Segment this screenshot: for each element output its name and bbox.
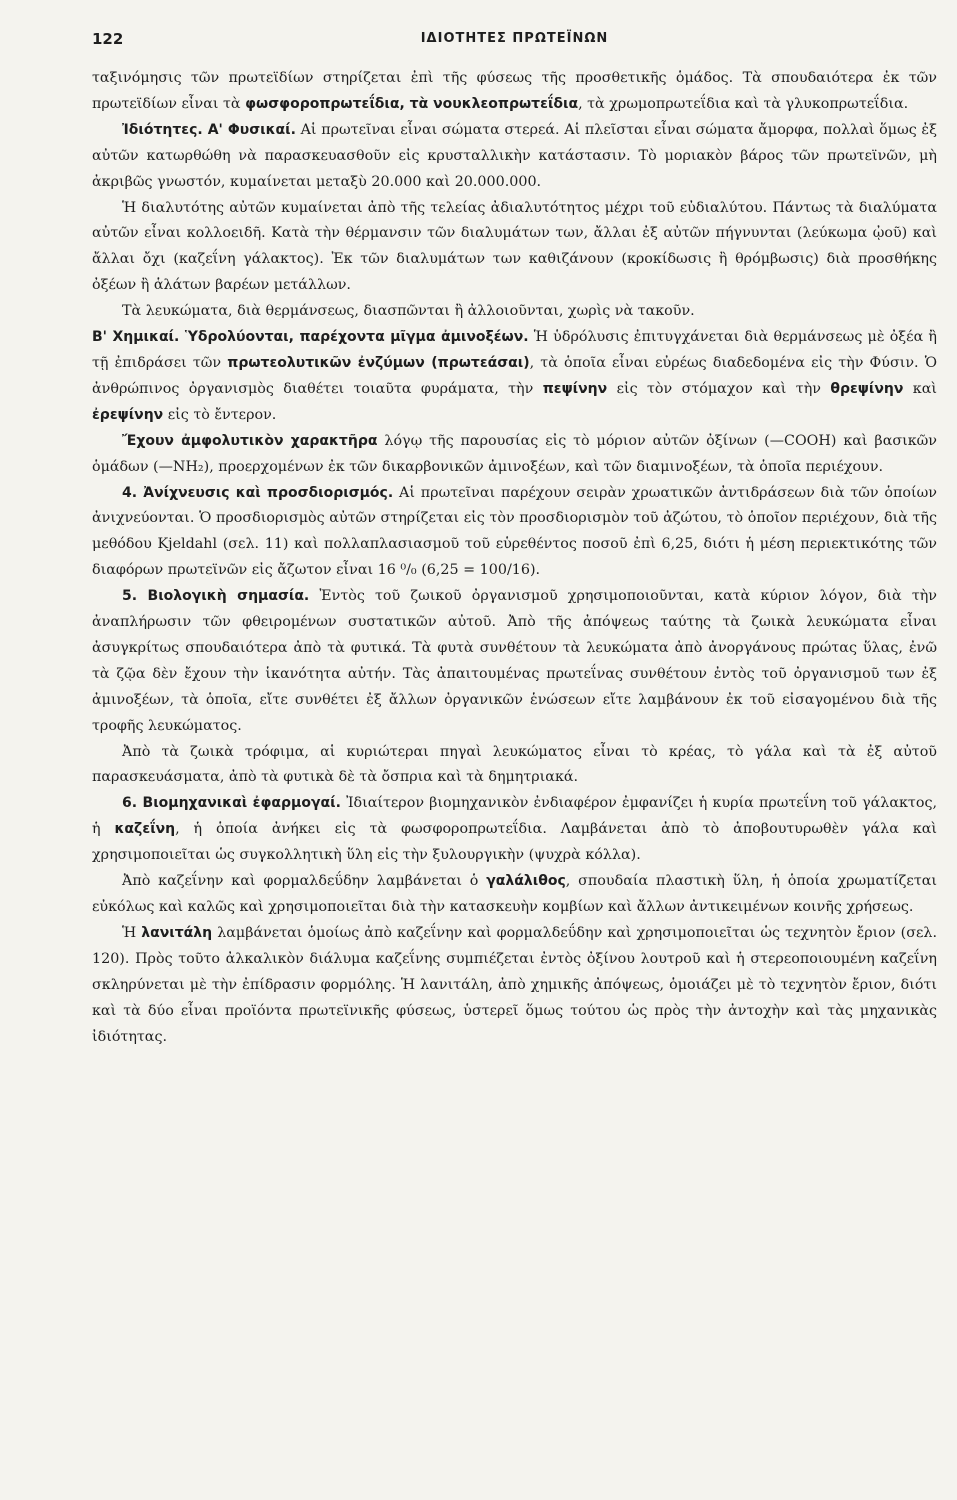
bold-statement: Ὑδρολύονται, παρέχοντα μῖγμα ἀμινοξέων. (179, 329, 529, 346)
section-heading: 5. Βιολογικὴ σημασία. (122, 588, 310, 605)
bold-term: Ἔχουν ἀμφολυτικὸν χαρακτῆρα (122, 432, 378, 449)
text-run: , τὰ ὁποῖα εἶναι εὐρέως διαδεδομένα εἰς τὴν Φύσιν. Ὁ ἀνθρώπινος ὀργανισμὸς διαθέτει τοιαῦτα φυράματα, τὴν (92, 354, 937, 397)
text-run: Ἰδιαίτερον βιομηχανικὸν ἐνδιαφέρον ἐμφανίζει ἡ κυρία πρωτεΐνη τοῦ γάλακτος, ἡ (92, 795, 937, 838)
paragraph-physical-properties (92, 118, 937, 196)
paragraph-classification (92, 66, 937, 118)
text-run: εἰς τὸν στόμαχον καὶ τὴν (607, 380, 831, 397)
paragraph-amphoteric (92, 429, 937, 481)
paragraph-lanital (92, 921, 937, 1051)
text-run: Αἱ πρωτεῖναι εἶναι σώματα στερεά. Αἱ πλεῖσται εἶναι σώματα ἄμορφα, πολλαὶ ὅμως ἐξ αὐτῶν κατωρθώθη νὰ παρασκευασθοῦν εἰς κρυσταλλικὴν κατάστασιν. Τὸ μοριακὸν βάρος τῶν πρωτεϊνῶν, μὴ ἀκριβῶς γνωστόν, κυμαίνεται μεταξὺ 20.000 καὶ 20.000.000. (92, 121, 937, 190)
paragraph-galalith (92, 869, 937, 921)
section-heading: 4. Ἀνίχνευσις καὶ προσδιορισμός. (122, 484, 394, 501)
text-run: , σπουδαία πλαστικὴ ὕλη, ἡ ὁποία χρωματίζεται εὐκόλως καὶ καλῶς καὶ χρησιμοποιεῖται διὰ τὴν κατασκευὴν κομβίων καὶ ἄλλων ἀντικειμένων κοινῆς χρήσεως. (92, 873, 937, 915)
section-heading: Β' Χημικαί. (92, 329, 180, 346)
text-run: Ἐντὸς τοῦ ζωικοῦ ὀργανισμοῦ χρησιμοποιοῦνται, κατὰ κύριον λόγον, διὰ τὴν ἀναπλήρωσιν τῶν φθειρομένων συστατικῶν αὐτοῦ. Ἀπὸ τῆς ἀπόψεως ταύτης τὰ ζωικὰ λευκώματα εἶναι ἀσυγκρίτως σπουδαιότερα ἀπὸ τὰ φυτικά. Τὰ φυτὰ συνθέτουν τὰ λευκώματα ἀπὸ ἀνοργάνους πρώτας ὕλας, ἐνῶ τὰ ζῷα δὲν ἔχουν τὴν ἱκανότητα αὐτήν. Τὰς ἀπαιτουμένας πρωτεΐνας συνθέτουν ἐντὸς τοῦ ὀργανισμοῦ των ἐξ ἀμινοξέων, τὰ ὁποῖα, εἴτε συνθέτει ἐξ ἄλλων ὀργανικῶν ἑνώσεων εἴτε λαμβάνουν ἐκ τοῦ εἰσαγομένου διὰ τῆς τροφῆς λευκώματος. (92, 588, 937, 734)
text-run: Ἡ (122, 924, 142, 941)
section-heading: Ἰδιότητες. Α' Φυσικαί. (122, 121, 296, 138)
paragraph-protein-sources (92, 740, 937, 792)
bold-term: καζεΐνη (114, 821, 176, 838)
bold-term: ἐρεψίνην (92, 406, 164, 423)
text-run: , τὰ χρωμοπρωτεΐδια καὶ τὰ γλυκοπρωτεΐδια. (578, 95, 909, 112)
bold-term: φωσφοροπρωτεΐδια, τὰ νουκλεοπρωτεΐδια (245, 95, 579, 112)
text-run: λόγῳ τῆς παρουσίας εἰς τὸ μόριον αὐτῶν ὀξίνων (—COOH) καὶ βασικῶν ὁμάδων (—NH₂), προερχομένων ἐκ τῶν δικαρβονικῶν ἀμινοξέων, καὶ τῶν διαμινοξέων, τὰ ὁποῖα περιέχουν. (92, 432, 938, 475)
body-text (92, 66, 937, 1050)
bold-term: λανιτάλη (141, 924, 213, 941)
bold-term: πρωτεολυτικῶν ἐνζύμων (πρωτεάσαι) (227, 354, 530, 371)
text-run: λαμβάνεται ὁμοίως ἀπὸ καζεΐνην καὶ φορμαλδεΰδην καὶ χρησιμοποιεῖται ὡς τεχνητὸν ἔριον (σελ. 120). Πρὸς τοῦτο ἀλκαλικὸν διάλυμα καζεΐνης συμπιέζεται ἐντὸς ὀξίνου λουτροῦ καὶ ἡ στερεοποιουμένη καζεΐνη σκληρύνεται μὲ τὴν ἐπίδρασιν φορμόλης. Ἡ λανιτάλη, ἀπὸ χημικῆς ἀπόψεως, ὁμοιάζει μὲ τὸ τεχνητὸν ἔριον, διότι καὶ τὰ δύο εἶναι προϊόντα πρωτεϊνικῆς φύσεως, ὑστερεῖ ὅμως τούτου ὡς πρὸς τὴν ἀντοχὴν καὶ τὰς μηχανικὰς ἰδιότητας. (92, 924, 937, 1045)
text-run: καὶ (903, 380, 937, 397)
text-run: Ἡ διαλυτότης αὐτῶν κυμαίνεται ἀπὸ τῆς τελείας ἀδιαλυτότητος μέχρι τοῦ εὐδιαλύτου. Πάντως τὰ διαλύματα αὐτῶν εἶναι κολλοειδῆ. Κατὰ τὴν θέρμανσιν τῶν διαλυμάτων των, ἄλλαι ἐξ αὐτῶν πήγνυνται (λεύκωμα ᾠοῦ) καὶ ἄλλαι ὄχι (καζεΐνη γάλακτος). Ἐκ τῶν διαλυμάτων των καθιζάνουν (κροκίδωσις ἢ θρόμβωσις) διὰ προσθήκης ὀξέων ἢ ἁλάτων βαρέων μετάλλων. (92, 199, 937, 294)
text-run: Τὰ λευκώματα, διὰ θερμάνσεως, διασπῶνται ἢ ἀλλοιοῦνται, χωρὶς νὰ τακοῦν. (122, 303, 695, 320)
text-run: εἰς τὸ ἔντερον. (163, 406, 277, 423)
bold-term: πεψίνην (542, 380, 608, 397)
bold-term: γαλάλιθος (486, 873, 566, 890)
page-header (92, 26, 937, 56)
paragraph-heating (92, 299, 937, 325)
text-run: , ἡ ὁποία ἀνήκει εἰς τὰ φωσφοροπρωτεΐδια. Λαμβάνεται ἀπὸ τὸ ἀποβουτυρωθὲν γάλα καὶ χρησιμοποιεῖται ὡς συγκολλητικὴ ὕλη εἰς τὴν ξυλουργικὴν (ψυχρὰ κόλλα). (92, 821, 937, 864)
bold-term: θρεψίνην (830, 380, 904, 397)
text-run: ταξινόμησις τῶν πρωτεϊδίων στηρίζεται ἐπὶ τῆς φύσεως τῆς προσθετικῆς ὁμάδος. Τὰ σπουδαιότερα ἐκ τῶν πρωτεϊδίων εἶναι τὰ (92, 70, 937, 112)
text-run: Αἱ πρωτεῖναι παρέχουν σειρὰν χρωατικῶν ἀντιδράσεων διὰ τῶν ὁποίων ἀνιχνεύονται. Ὁ προσδιορισμὸς αὐτῶν στηρίζεται εἰς τὸν προσδιορισμὸν τοῦ ἀζώτου, τὸ ὁποῖον περιέχουν, διὰ τῆς μεθόδου Kjeldahl (σελ. 11) καὶ πολλαπλασιασμοῦ τοῦ εὑρεθέντος ποσοῦ ἐπὶ 6,25, διότι ἡ μέση περιεκτικότης τῶν διαφόρων πρωτεϊνῶν εἰς ἄζωτον εἶναι 16 ⁰/₀ (6,25 = 100/16). (92, 484, 937, 579)
paragraph-solubility (92, 196, 937, 300)
book-page (92, 26, 937, 1050)
page-number: 122 (92, 30, 124, 48)
paragraph-industrial-applications (92, 791, 937, 869)
paragraph-biological-significance (92, 584, 937, 739)
section-heading: 6. Βιομηχανικαὶ ἐφαρμογαί. (122, 795, 341, 812)
running-title: ΙΔΙΟΤΗΤΕΣ ΠΡΩΤΕΪΝΩΝ (420, 31, 609, 46)
text-run: Ἀπὸ τὰ ζωικὰ τρόφιμα, αἱ κυριώτεραι πηγαὶ λευκώματος εἶναι τὸ κρέας, τὸ γάλα καὶ τὰ ἐξ αὐτοῦ παρασκευάσματα, ἀπὸ τὰ φυτικὰ δὲ τὰ ὄσπρια καὶ τὰ δημητριακά. (92, 743, 937, 786)
paragraph-detection (92, 481, 937, 585)
text-run: Ἀπὸ καζεΐνην καὶ φορμαλδεΰδην λαμβάνεται ὁ (122, 873, 487, 890)
paragraph-chemical-properties (92, 325, 937, 429)
text-run: Ἡ ὑδρόλυσις ἐπιτυγχάνεται διὰ θερμάνσεως μὲ ὀξέα ἢ τῇ ἐπιδράσει τῶν (92, 329, 937, 371)
